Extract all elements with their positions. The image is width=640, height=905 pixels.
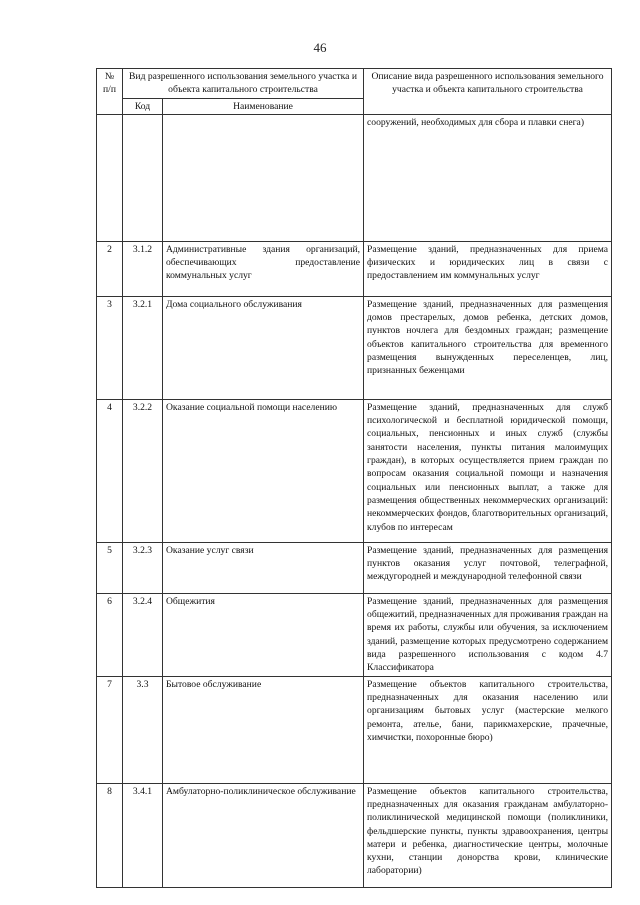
- table-row: [97, 676, 612, 783]
- table-row: [97, 542, 612, 593]
- row-description: сооружений, необходимых для сбора и плавки снега): [364, 114, 612, 241]
- row-description: Размещение зданий, предназначенных для размещения общежитий, предназначенных для проживания граждан на время их работы, службы или обучения, за исключением зданий, размещение которых предусмотрено содержанием вида разрешенного использования с кодом 4.7 Классификатора: [364, 593, 612, 676]
- row-no: 8: [97, 783, 123, 887]
- header-description: Описание вида разрешенного использования земельного участка и объекта капитального строительства: [364, 69, 612, 115]
- row-code: [123, 114, 163, 241]
- row-code: 3.3: [123, 676, 163, 783]
- row-no: 6: [97, 593, 123, 676]
- header-vid-group: Вид разрешенного использования земельного участка и объекта капитального строительства: [123, 69, 364, 99]
- row-name: Бытовое обслуживание: [163, 676, 364, 783]
- row-code: 3.2.2: [123, 399, 163, 542]
- row-name: Амбулаторно-поликлиническое обслуживание: [163, 783, 364, 887]
- table-header-row: [97, 69, 612, 99]
- row-name: Оказание услуг связи: [163, 542, 364, 593]
- row-description: Размещение зданий, предназначенных для служб психологической и бесплатной юридической помощи, социальных, пенсионных и иных служб (службы занятости населения, пункты питания малоимущих граждан), в которых осуществляется прием граждан по вопросам оказания социальной помощи и назначения социальных или пенсионных выплат, а также для размещения общественных некоммерческих организаций: некоммерческих фондов, благотворительных организаций, клубов по интересам: [364, 399, 612, 542]
- row-description: Размещение зданий, предназначенных для размещения домов престарелых, домов ребенка, детских домов, пунктов ночлега для бездомных граждан; размещение объектов капитального строительства для временного размещения вынужденных переселенцев, лиц, признанных беженцами: [364, 296, 612, 399]
- row-no: 3: [97, 296, 123, 399]
- header-no: № п/п: [97, 69, 123, 115]
- table-row: [97, 241, 612, 296]
- table-row: [97, 296, 612, 399]
- row-no: 7: [97, 676, 123, 783]
- table-row: [97, 399, 612, 542]
- land-use-table: [96, 68, 612, 888]
- row-no: 4: [97, 399, 123, 542]
- table-row: [97, 593, 612, 676]
- row-code: 3.4.1: [123, 783, 163, 887]
- header-name: Наименование: [163, 98, 364, 114]
- row-name: Общежития: [163, 593, 364, 676]
- row-no: 2: [97, 241, 123, 296]
- row-code: 3.2.4: [123, 593, 163, 676]
- page-number: 46: [313, 40, 327, 55]
- row-name: Административные здания организаций, обеспечивающих предоставление коммунальных услуг: [163, 241, 364, 296]
- row-no: 5: [97, 542, 123, 593]
- row-no: [97, 114, 123, 241]
- row-name: Дома социального обслуживания: [163, 296, 364, 399]
- row-name: Оказание социальной помощи населению: [163, 399, 364, 542]
- table-row-continuation: [97, 114, 612, 241]
- row-name: [163, 114, 364, 241]
- row-code: 3.2.1: [123, 296, 163, 399]
- table-row: [97, 783, 612, 887]
- row-description: Размещение зданий, предназначенных для приема физических и юридических лиц в связи с предоставлением им коммунальных услуг: [364, 241, 612, 296]
- header-code: Код: [123, 98, 163, 114]
- row-description: Размещение объектов капитального строительства, предназначенных для оказания населению или организациям бытовых услуг (мастерские мелкого ремонта, ателье, бани, парикмахерские, прачечные, химчистки, похоронные бюро): [364, 676, 612, 783]
- row-description: Размещение зданий, предназначенных для размещения пунктов оказания услуг почтовой, телеграфной, междугородней и международной телефонной связи: [364, 542, 612, 593]
- row-code: 3.2.3: [123, 542, 163, 593]
- row-code: 3.1.2: [123, 241, 163, 296]
- row-description: Размещение объектов капитального строительства, предназначенных для оказания гражданам амбулаторно-поликлинической медицинской помощи (поликлиники, фельдшерские пункты, пункты здравоохранения, центры матери и ребенка, диагностические центры, молочные кухни, станции донорства крови, клинические лаборатории): [364, 783, 612, 887]
